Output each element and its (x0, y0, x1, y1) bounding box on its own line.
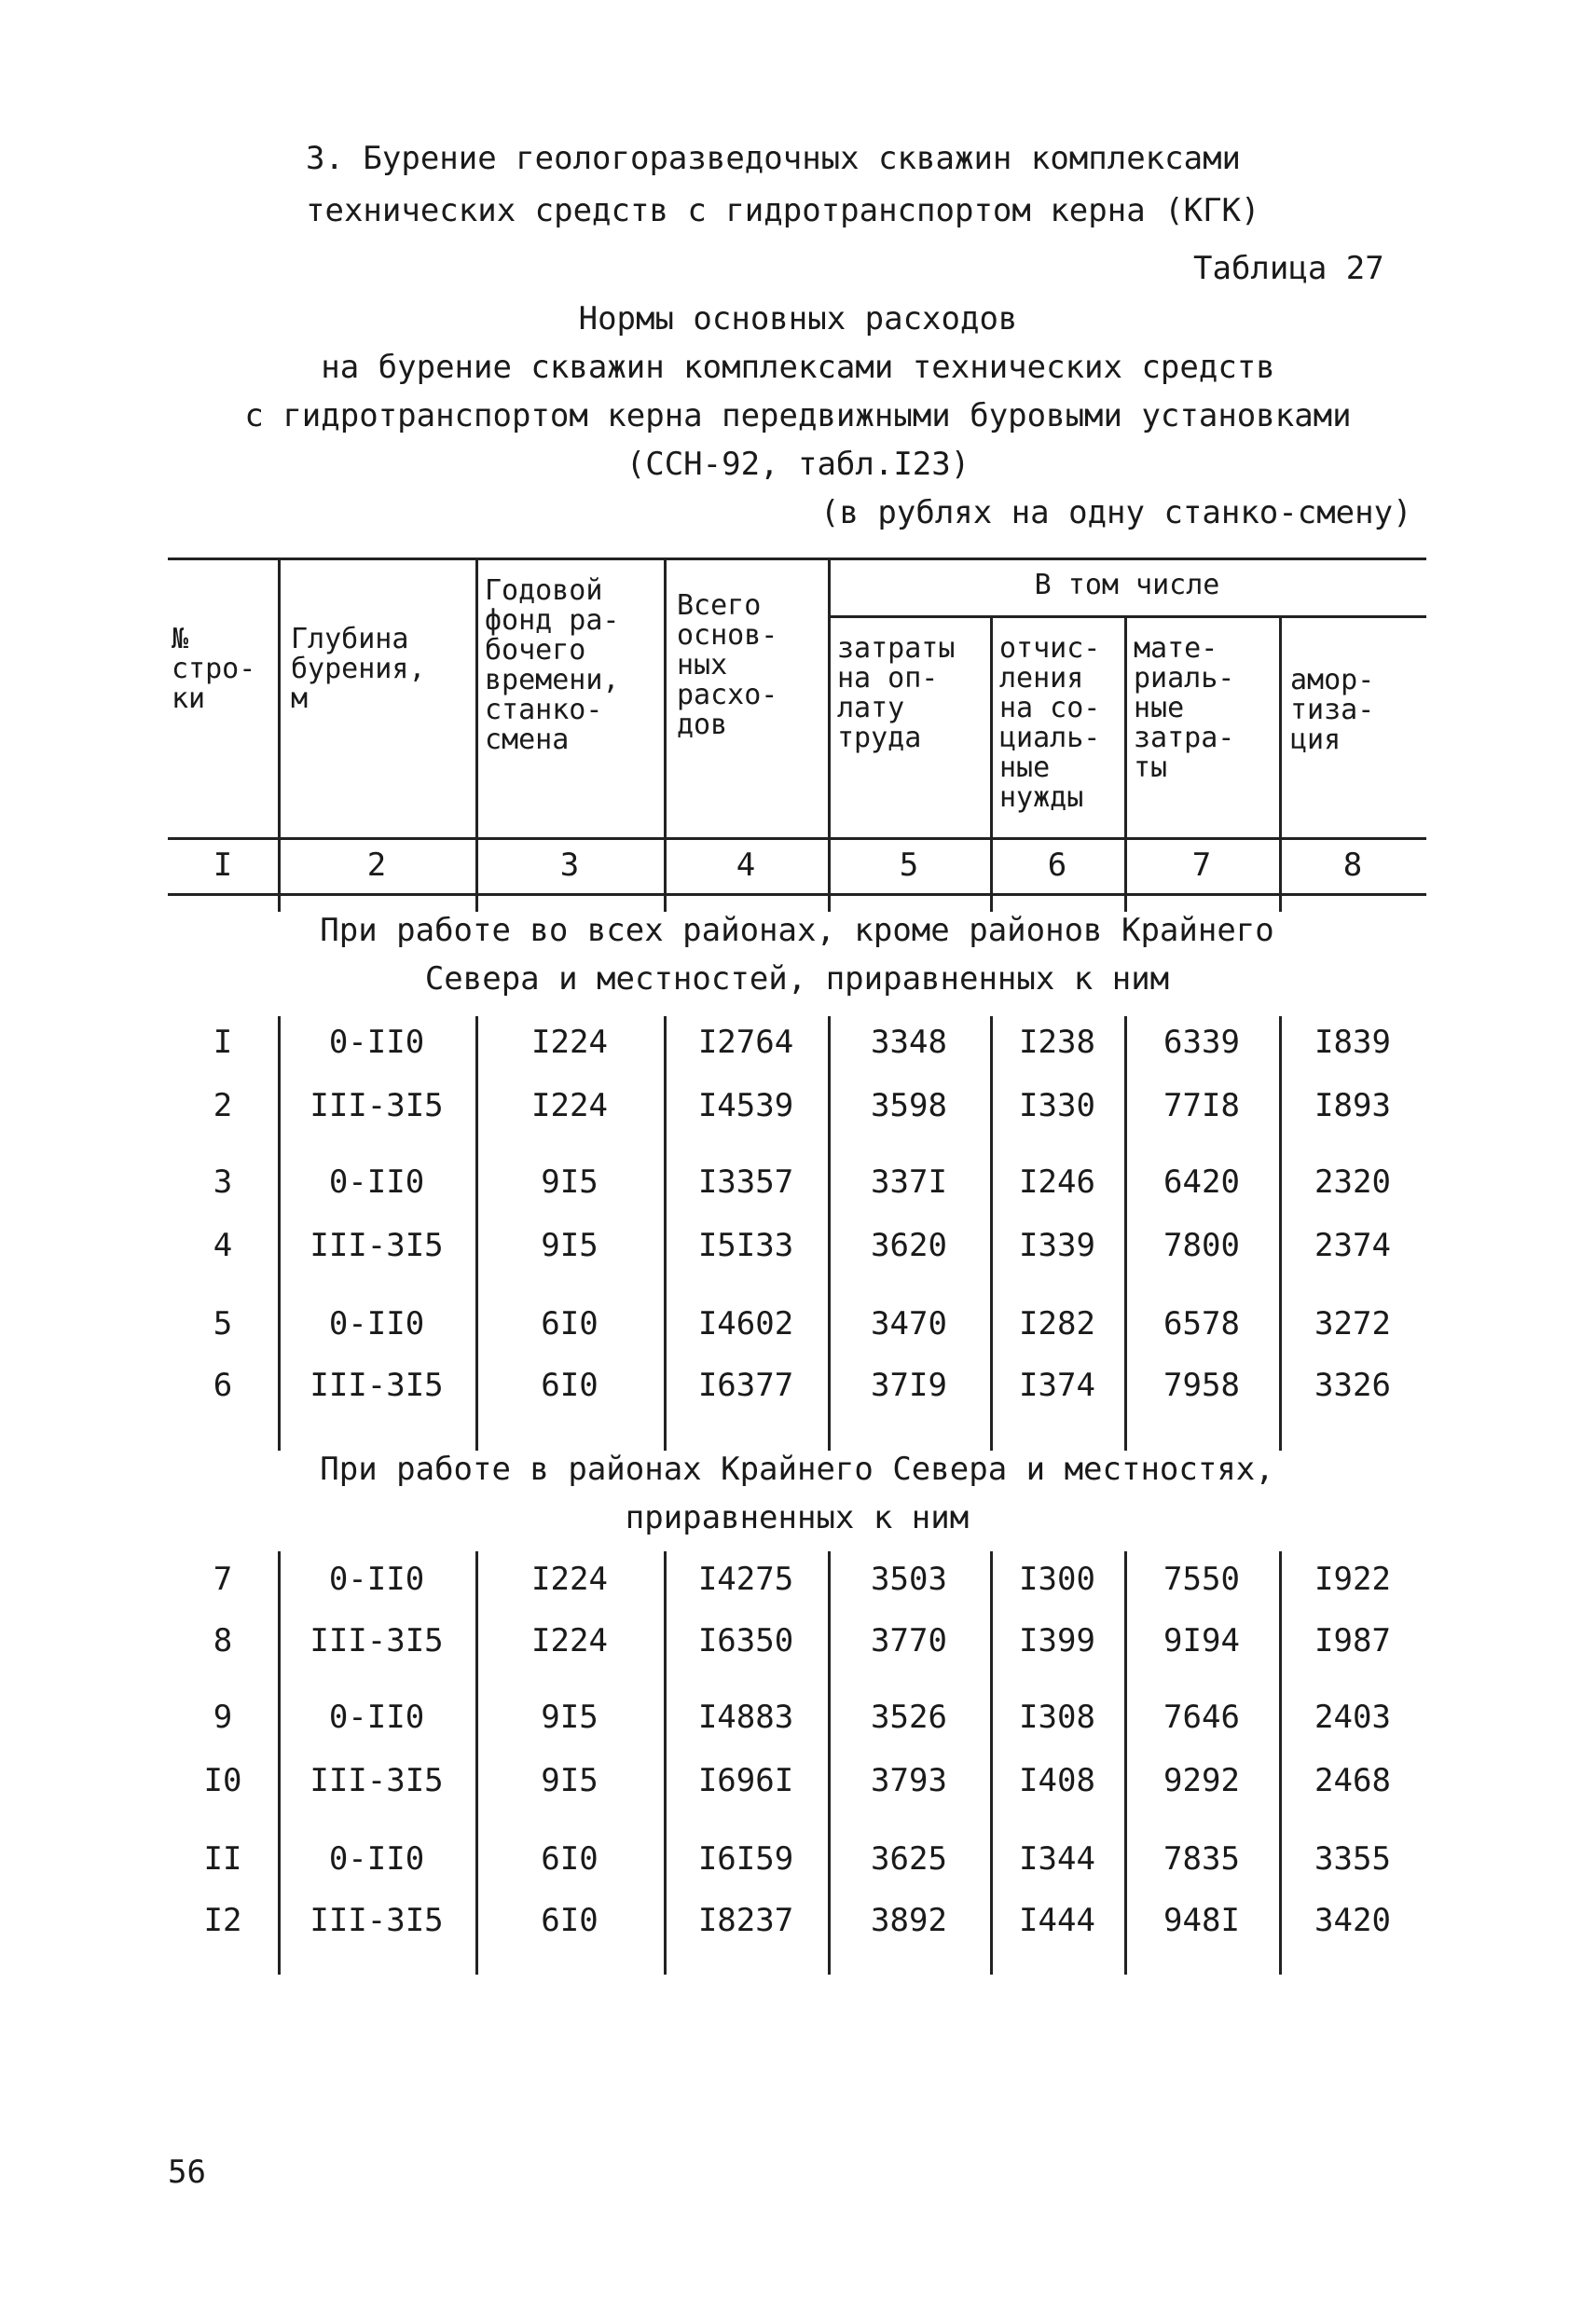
cell-labor-costs: 3892 (871, 1902, 947, 1939)
cell-amortization: 2320 (1314, 1163, 1391, 1201)
cell-annual-fund: I224 (531, 1087, 608, 1124)
section-2-heading-line-1: При работе в районах Крайнего Севера и местностях, (320, 1451, 1274, 1488)
cell-material-costs: 7835 (1163, 1840, 1240, 1878)
cell-row-number: 9 (213, 1699, 233, 1736)
cell-amortization: 3420 (1314, 1902, 1391, 1939)
cell-material-costs: 6578 (1163, 1305, 1240, 1342)
cell-row-number: 2 (213, 1087, 233, 1124)
cell-annual-fund: I224 (531, 1622, 608, 1659)
cell-social-contributions: I374 (1019, 1367, 1095, 1404)
cell-amortization: 2468 (1314, 1762, 1391, 1799)
cell-social-contributions: I399 (1019, 1622, 1095, 1659)
cell-depth: III-3I5 (310, 1902, 444, 1939)
cell-annual-fund: 9I5 (541, 1762, 598, 1799)
cell-labor-costs: 37I9 (871, 1367, 947, 1404)
page-number: 56 (168, 2154, 206, 2191)
units-note: (в рублях на одну станко-смену) (820, 494, 1412, 531)
cell-annual-fund: 6I0 (541, 1840, 598, 1878)
cell-amortization: I922 (1314, 1561, 1391, 1598)
cell-total-costs: I4275 (697, 1561, 794, 1598)
col-number-6: 6 (1047, 847, 1067, 884)
section-1-heading-line-2: Севера и местностей, приравненных к ним (424, 960, 1170, 998)
header-annual-fund: Годовой фонд ра- бочего времени, станко- смена (485, 574, 620, 756)
cell-amortization: I987 (1314, 1622, 1391, 1659)
col-numbers-bottom-rule (168, 893, 1426, 896)
cell-labor-costs: 3526 (871, 1699, 947, 1736)
header-group-including: В том числе (1034, 569, 1220, 601)
cell-total-costs: I6350 (697, 1622, 794, 1659)
cell-labor-costs: 3793 (871, 1762, 947, 1799)
cell-depth: III-3I5 (310, 1762, 444, 1799)
col-number-4: 4 (736, 847, 756, 884)
cell-depth: 0-II0 (328, 1024, 425, 1061)
cell-row-number: 5 (213, 1305, 233, 1342)
col-number-7: 7 (1191, 847, 1212, 884)
cell-amortization: 2403 (1314, 1699, 1391, 1736)
cell-material-costs: 77I8 (1163, 1087, 1240, 1124)
cell-annual-fund: 9I5 (541, 1227, 598, 1264)
section-1-band (168, 912, 1426, 1016)
cell-material-costs: 7550 (1163, 1561, 1240, 1598)
cell-amortization: 3326 (1314, 1367, 1391, 1404)
header-amortization: амор- тиза- ция (1290, 664, 1375, 756)
cell-row-number: I (213, 1024, 233, 1061)
cell-labor-costs: 337I (871, 1163, 947, 1201)
cell-social-contributions: I330 (1019, 1087, 1095, 1124)
cell-total-costs: I4602 (697, 1305, 794, 1342)
cell-depth: III-3I5 (310, 1367, 444, 1404)
section-heading-line-1: 3. Бурение геологоразведочных скважин комплексами (306, 140, 1242, 177)
table-title-line-1: Нормы основных расходов (578, 300, 1018, 337)
cell-row-number: I0 (203, 1762, 242, 1799)
cell-social-contributions: I308 (1019, 1699, 1095, 1736)
cell-labor-costs: 3620 (871, 1227, 947, 1264)
cell-amortization: 3355 (1314, 1840, 1391, 1878)
cell-total-costs: I6I59 (697, 1840, 794, 1878)
cell-labor-costs: 3770 (871, 1622, 947, 1659)
cell-depth: 0-II0 (328, 1163, 425, 1201)
cell-total-costs: I4883 (697, 1699, 794, 1736)
cell-annual-fund: 9I5 (541, 1699, 598, 1736)
cell-social-contributions: I300 (1019, 1561, 1095, 1598)
cell-total-costs: I696I (697, 1762, 794, 1799)
cell-material-costs: 9292 (1163, 1762, 1240, 1799)
cell-material-costs: 7958 (1163, 1367, 1240, 1404)
header-material-costs: мате- риаль- ные затра- ты (1134, 632, 1235, 784)
cell-labor-costs: 3470 (871, 1305, 947, 1342)
cell-annual-fund: I224 (531, 1561, 608, 1598)
cell-row-number: 8 (213, 1622, 233, 1659)
header-labor-costs: затраты на оп- лату труда (837, 632, 956, 754)
table-label: Таблица 27 (1193, 250, 1384, 287)
header-social-contributions: отчис- ления на со- циаль- ные нужды (999, 632, 1101, 814)
cell-annual-fund: 9I5 (541, 1163, 598, 1201)
cell-row-number: 6 (213, 1367, 233, 1404)
cell-amortization: I893 (1314, 1087, 1391, 1124)
table-title-line-3: с гидротранспортом керна передвижными буровыми установками (244, 397, 1352, 434)
cell-depth: 0-II0 (328, 1840, 425, 1878)
cell-row-number: 7 (213, 1561, 233, 1598)
section-2-band (168, 1451, 1426, 1551)
cell-amortization: 3272 (1314, 1305, 1391, 1342)
cell-row-number: 4 (213, 1227, 233, 1264)
col-number-8: 8 (1342, 847, 1363, 884)
cell-amortization: I839 (1314, 1024, 1391, 1061)
cell-social-contributions: I444 (1019, 1902, 1095, 1939)
cell-material-costs: 948I (1163, 1902, 1240, 1939)
section-1-heading-line-1: При работе во всех районах, кроме районов Крайнего (320, 912, 1274, 949)
cell-total-costs: I4539 (697, 1087, 794, 1124)
cell-labor-costs: 3598 (871, 1087, 947, 1124)
cell-labor-costs: 3348 (871, 1024, 947, 1061)
cell-material-costs: 6420 (1163, 1163, 1240, 1201)
cell-depth: III-3I5 (310, 1087, 444, 1124)
table-title-line-4: (ССН-92, табл.I23) (626, 446, 970, 483)
cell-total-costs: I3357 (697, 1163, 794, 1201)
table-title-line-2: на бурение скважин комплексами технических средств (321, 349, 1275, 386)
cell-annual-fund: 6I0 (541, 1902, 598, 1939)
header-bottom-rule (168, 837, 1426, 840)
section-heading-line-2: технических средств с гидротранспортом керна (КГК) (306, 192, 1260, 229)
header-total-costs: Всего основ- ных расхо- дов (677, 589, 778, 741)
cell-material-costs: 9I94 (1163, 1622, 1240, 1659)
cell-material-costs: 7800 (1163, 1227, 1240, 1264)
cell-annual-fund: I224 (531, 1024, 608, 1061)
cell-depth: 0-II0 (328, 1305, 425, 1342)
col-number-1: I (213, 847, 233, 884)
cell-depth: III-3I5 (310, 1227, 444, 1264)
cell-depth: 0-II0 (328, 1561, 425, 1598)
cell-amortization: 2374 (1314, 1227, 1391, 1264)
cell-row-number: II (203, 1840, 242, 1878)
cell-total-costs: I2764 (697, 1024, 794, 1061)
cell-total-costs: I6377 (697, 1367, 794, 1404)
cell-social-contributions: I339 (1019, 1227, 1095, 1264)
cell-social-contributions: I246 (1019, 1163, 1095, 1201)
cell-depth: III-3I5 (310, 1622, 444, 1659)
cell-social-contributions: I344 (1019, 1840, 1095, 1878)
col-number-3: 3 (559, 847, 580, 884)
cell-row-number: I2 (203, 1902, 242, 1939)
cell-depth: 0-II0 (328, 1699, 425, 1736)
col-number-5: 5 (899, 847, 919, 884)
cell-total-costs: I8237 (697, 1902, 794, 1939)
col-number-2: 2 (366, 847, 387, 884)
cell-labor-costs: 3625 (871, 1840, 947, 1878)
table-top-rule (168, 558, 1426, 560)
cell-social-contributions: I282 (1019, 1305, 1095, 1342)
group-header-rule (828, 615, 1426, 618)
cell-material-costs: 6339 (1163, 1024, 1240, 1061)
cell-social-contributions: I408 (1019, 1762, 1095, 1799)
section-2-heading-line-2: приравненных к ним (625, 1499, 970, 1536)
cell-row-number: 3 (213, 1163, 233, 1201)
cell-labor-costs: 3503 (871, 1561, 947, 1598)
cell-material-costs: 7646 (1163, 1699, 1240, 1736)
header-depth: Глубина бурения, м (291, 623, 426, 715)
cell-total-costs: I5I33 (697, 1227, 794, 1264)
costs-table (168, 558, 1426, 1975)
cell-social-contributions: I238 (1019, 1024, 1095, 1061)
cell-annual-fund: 6I0 (541, 1367, 598, 1404)
header-row-number: № стро- ки (172, 623, 256, 715)
cell-annual-fund: 6I0 (541, 1305, 598, 1342)
